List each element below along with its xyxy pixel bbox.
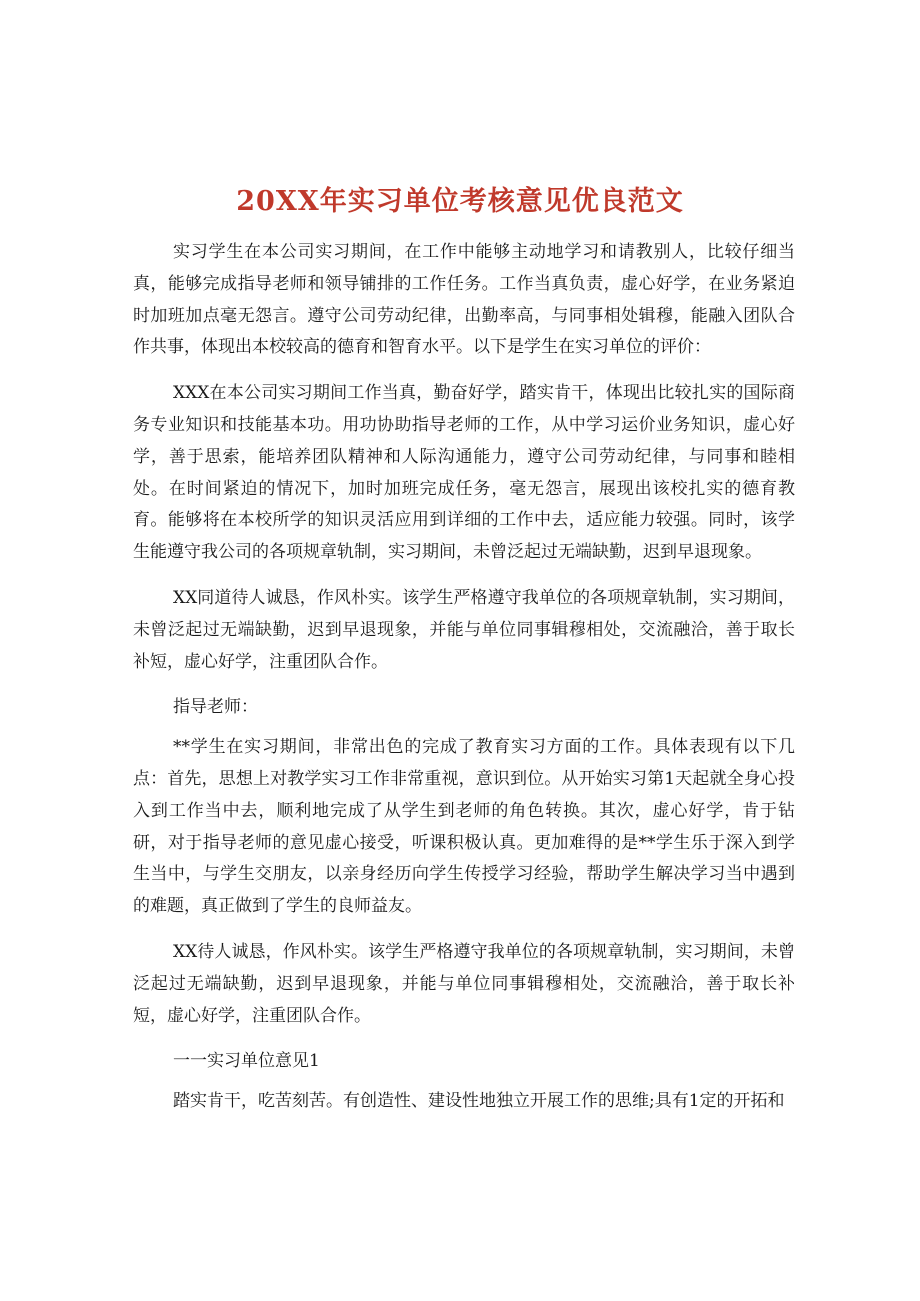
paragraph-opinion-1: 踏实肯干，吃苦刻苦。有创造性、建设性地独立开展工作的思维;具有1定的开拓和 <box>173 1091 785 1112</box>
paragraph-advisor-heading: 指导老师： <box>173 697 258 718</box>
paragraph-evaluation-xxx: XXX在本公司实习期间工作当真，勤奋好学，踏实肯干，体现出比较扎实的国际商务专业知识和技能基本功。用功协助指导老师的工作，从中学习运价业务知识，虚心好学，善于思索，能培养团队精神和人际沟通能力，遵守公司劳动纪律，与同事和睦相处。在时间紧迫的情况下，加时加班完成任务，毫无怨言，展现出该校扎实的德育教育。能够将在本校所学的知识灵活应用到详细的工作中去，适应能力较强。同时，该学生能遵守我公司的各项规章轨制，实习期间，未曾泛起过无端缺勤，迟到早退现象。 <box>133 383 795 563</box>
paragraph-evaluation-xx: XX同道待人诚恳，作风朴实。该学生严格遵守我单位的各项规章轨制，实习期间，未曾泛起过无端缺勤，迟到早退现象，并能与单位同事辑穆相处，交流融洽，善于取长补短，虚心好学，注重团队合作。 <box>133 587 795 672</box>
paragraph-intro: 实习学生在本公司实习期间，在工作中能够主动地学习和请教别人，比较仔细当真，能够完成指导老师和领导铺排的工作任务。工作当真负责，虚心好学，在业务紧迫时加班加点毫无怨言。遵守公司劳动纪律，出勤率高，与同事相处辑穆，能融入团队合作共事，体现出本校较高的德育和智育水平。以下是学生在实习单位的评价： <box>133 242 795 358</box>
document-title: 20XX年实习单位考核意见优良范文 <box>236 186 684 218</box>
paragraph-advisor-comment: **学生在实习期间，非常出色的完成了教育实习方面的工作。具体表现有以下几点：首先，思想上对教学实习工作非常重视，意识到位。从开始实习第1天起就全身心投入到工作当中去，顺利地完成了从学生到老师的角色转换。其次，虚心好学，肯于钻研，对于指导老师的意见虚心接受，听课积极认真。更加难得的是**学生乐于深入到学生当中，与学生交朋友，以亲身经历向学生传授学习经验，帮助学生解决学习当中遇到的难题，真正做到了学生的良师益友。 <box>133 737 795 917</box>
paragraph-section-heading: 一一实习单位意见1 <box>173 1051 320 1072</box>
paragraph-evaluation-xx-2: XX待人诚恳，作风朴实。该学生严格遵守我单位的各项规章轨制，实习期间，未曾泛起过无端缺勤，迟到早退现象，并能与单位同事辑穆相处，交流融洽，善于取长补短，虚心好学，注重团队合作。 <box>133 941 795 1026</box>
document-body <box>133 237 795 1132</box>
